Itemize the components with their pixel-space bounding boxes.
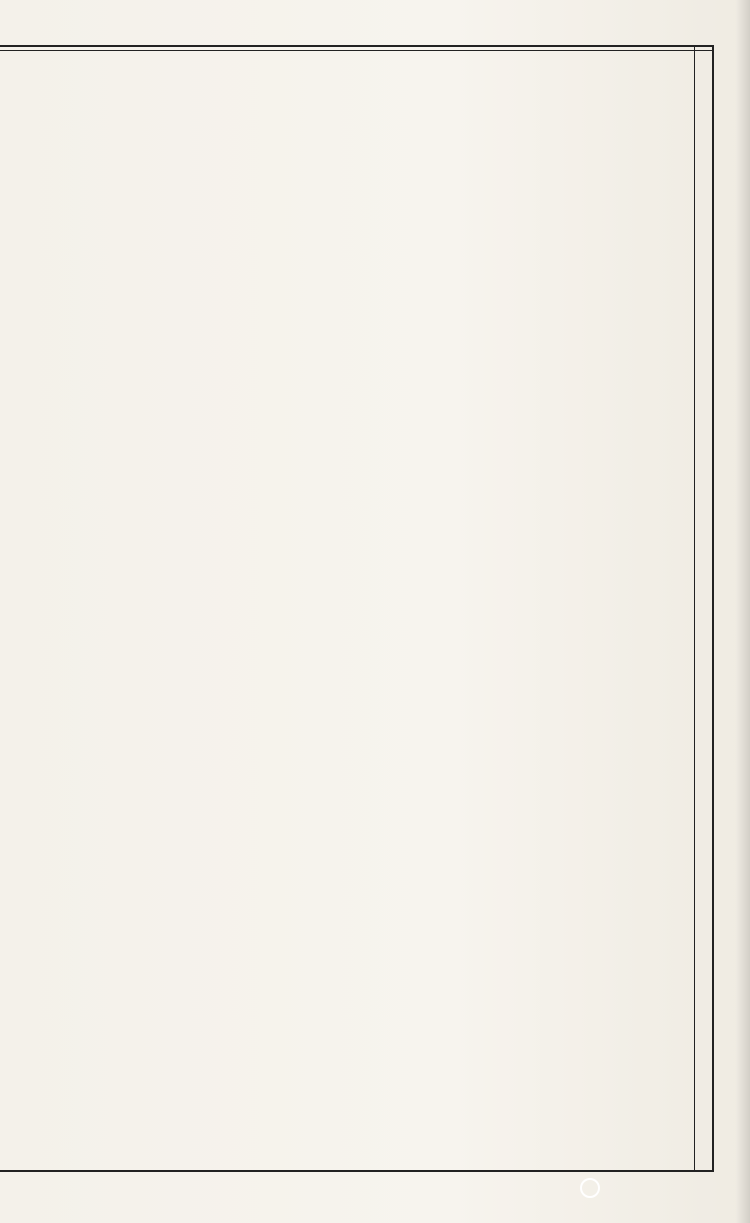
top-border bbox=[0, 45, 712, 47]
right-border bbox=[712, 45, 714, 1170]
watermark bbox=[560, 1178, 745, 1198]
meipian-logo-icon bbox=[580, 1178, 600, 1198]
page-header bbox=[700, 150, 740, 190]
top-border-inner bbox=[0, 50, 712, 51]
header-divider bbox=[694, 45, 695, 1170]
page-edge-shadow bbox=[736, 0, 750, 1223]
bottom-border bbox=[0, 1170, 714, 1172]
